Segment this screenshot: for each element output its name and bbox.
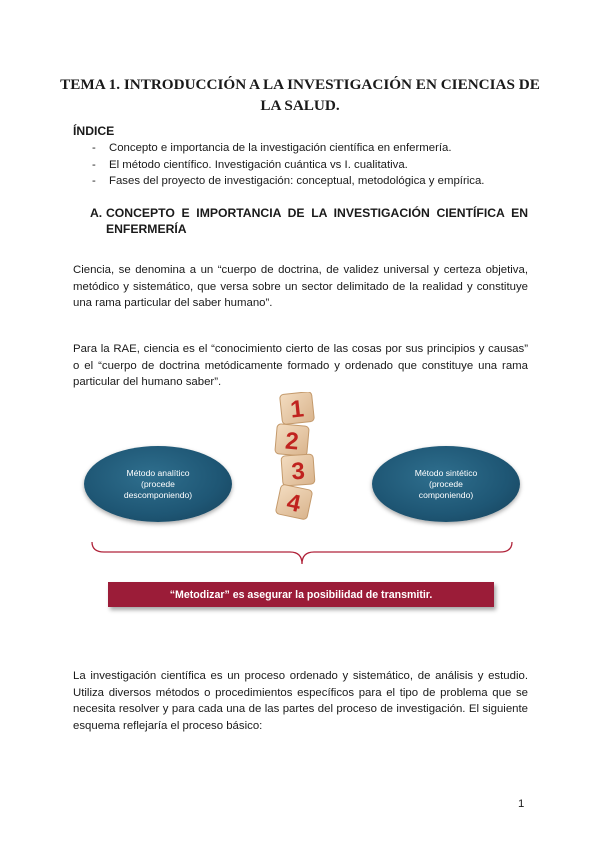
paragraph-ciencia: Ciencia, se denomina a un “cuerpo de doctrina, de validez universal y certeza objetiva, metódico y sistemático, que versa sobre un sector delimitado de la realidad y constituye una rama particular del saber humano”.	[73, 264, 528, 310]
index-item-text: El método científico. Investigación cuántica vs I. cualitativa.	[109, 158, 408, 171]
paragraph-investigacion: La investigación científica es un proceso ordenado y sistemático, de análisis y estudio. Utiliza diversos métodos o procedimientos específicos para el tipo de problema que se necesita resolver y para cada una de las partes del proceso de investigación. El siguiente esquema reflejaría el proceso básico:	[73, 670, 528, 732]
oval-line: componiendo)	[418, 489, 474, 500]
method-figure	[80, 392, 520, 622]
index-heading: ÍNDICE	[73, 124, 115, 138]
oval-line: (procede	[141, 478, 175, 489]
section-a-heading	[90, 206, 528, 237]
die-number: 3	[290, 457, 306, 486]
numbered-dice-icon	[252, 392, 342, 532]
die-number: 2	[284, 427, 300, 456]
oval-line: (procede	[429, 478, 463, 489]
index-list	[92, 140, 484, 190]
die-4	[275, 484, 313, 520]
index-item	[92, 157, 484, 174]
die-3	[281, 454, 315, 486]
list-dash: -	[92, 142, 96, 154]
index-item	[92, 140, 484, 157]
section-title: CONCEPTO E IMPORTANCIA DE LA INVESTIGACIÓN CIENTÍFICA EN ENFERMERÍA	[106, 206, 528, 236]
die-number: 4	[284, 488, 304, 519]
document-title: TEMA 1. INTRODUCCIÓN A LA INVESTIGACIÓN EN CIENCIAS DE LA SALUD.	[60, 76, 540, 114]
oval-line: descomponiendo)	[123, 489, 193, 500]
list-dash: -	[92, 175, 96, 187]
die-2	[275, 424, 309, 457]
analytic-method-oval	[84, 446, 232, 522]
index-item-text: Concepto e importancia de la investigación científica en enfermería.	[109, 142, 452, 154]
page-number: 1	[518, 798, 525, 810]
list-dash: -	[92, 158, 96, 171]
oval-line: Método sintético	[414, 467, 478, 478]
die-number: 1	[289, 395, 306, 424]
curly-bracket-icon	[90, 540, 514, 566]
oval-line: Método analítico	[126, 467, 190, 478]
index-item	[92, 173, 484, 190]
index-item-text: Fases del proyecto de investigación: conceptual, metodológica y empírica.	[109, 175, 485, 187]
section-letter: A.	[90, 206, 103, 220]
methodize-banner: “Metodizar” es asegurar la posibilidad de transmitir.	[108, 582, 494, 607]
paragraph-rae: Para la RAE, ciencia es el “conocimiento cierto de las cosas por sus principios y causas” o el “cuerpo de doctrina metódicamente formado y ordenado que constituye una rama particular del humano saber”.	[73, 343, 528, 389]
synthetic-method-oval	[372, 446, 520, 522]
die-1	[280, 392, 315, 425]
